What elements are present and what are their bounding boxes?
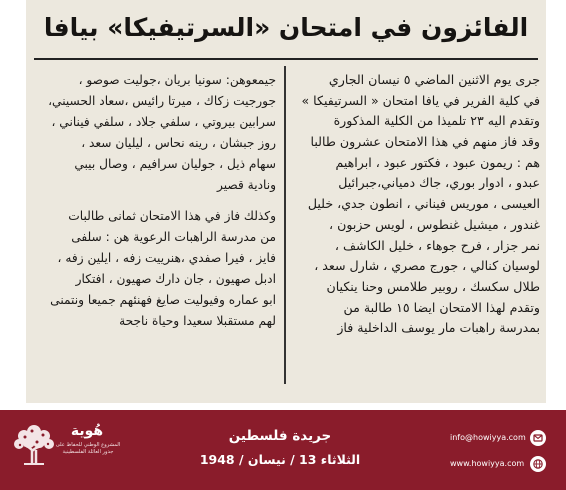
logo-wordmark: هُوية [70, 423, 104, 439]
howiyya-logo[interactable] [10, 420, 122, 482]
globe-icon [530, 456, 546, 472]
text-line: ادبل صهيون ، جان دارك صهيون ، افتكار [75, 272, 276, 286]
text-line: وكذلك فاز في هذا الامتحان ثمانى طالبات [68, 209, 276, 223]
text-line: ونادية قصير [216, 178, 276, 192]
text-line: لهم مستقبلا سعيدا وحياة ناجحة [119, 314, 276, 328]
footer-banner [0, 410, 566, 490]
logo-tagline: المشروع الوطني للحفاظ على جذور العائلة الفلسطينية [55, 442, 121, 455]
text-line: عبدو ، ادوار بوري، جاك دمياني،جبرائيل [338, 175, 540, 191]
column-divider [284, 66, 286, 384]
paragraph-gap [36, 196, 276, 206]
newspaper-clipping [26, 0, 546, 403]
envelope-icon [530, 430, 546, 446]
text-line: جورجيت زكاك ، ميرتا رائيس ،سعاد الحسيني، [48, 94, 276, 108]
article-column-left [36, 70, 276, 332]
text-line: هم : ريمون عبود ، فكتور عبود ، ابراهيم [335, 154, 540, 170]
text-line: العيسى ، موريس فيناني ، انطون جدي، خليل [307, 196, 540, 212]
text-line: طلال سكسك ، روبير طلامس وحنا ينكيان [326, 278, 540, 294]
article-headline: الفائزون في امتحان «السرتيفيكا» بيافا [43, 13, 529, 42]
text-line: فايز ، فيرا صفدي ،هنرييت زفه ، ايلين زفه ، [57, 251, 276, 265]
publication-date: الثلاثاء 13 / نيسان / 1948 [199, 452, 361, 467]
headline-rule [34, 58, 538, 60]
email-contact[interactable] [436, 428, 560, 448]
text-line: من مدرسة الراهبات الرعوية هن : سلفى [71, 230, 276, 244]
text-line: ابو عماره وفيوليت صايغ فهنئهم جميعا ونتمنى [50, 293, 276, 307]
article-column-right [294, 70, 540, 339]
website-link[interactable]: www.howiyya.com [450, 459, 525, 468]
text-line: وتقدم اليه ٢٣ تلميذا من الكلية المذكورة [333, 113, 540, 129]
text-line: روز جبشان ، رينه نحاس ، ليليان سعد ، [81, 136, 276, 150]
newspaper-name: جريدة فلسطين [228, 428, 332, 444]
text-line: وقد فاز منهم في هذا الامتحان عشرون طالبا [310, 134, 540, 150]
email-link[interactable]: info@howiyya.com [450, 433, 526, 442]
source-info [180, 426, 380, 471]
text-line: وتقدم لهذا الامتحان ايضا ١٥ طالبة من [343, 299, 540, 315]
text-line: لوسيان كنالي ، جورج مصري ، شارل سعد ، [314, 258, 540, 274]
website-contact[interactable] [436, 454, 560, 474]
text-line: بمدرسة راهبات مار يوسف الداخلية فاز [337, 320, 540, 336]
text-line: سهام ذيل ، جوليان سرافيم ، وصال بيبي [74, 157, 276, 171]
text-line: غندور ، ميشيل غنطوس ، لويس حزبون ، [329, 216, 540, 232]
text-line: نمر جزار ، فرح جوهاء ، خليل الكاشف ، [334, 237, 540, 253]
text-line: جيمعوهن: سونيا بريان ،جوليت صوصو ، [78, 73, 276, 87]
tree-icon [10, 420, 58, 468]
text-line: جرى يوم الاثنين الماضي ٥ نيسان الجاري [328, 72, 540, 87]
text-line: سرابين بيروتي ، سلفي جلاد ، سلفي فيناني ، [51, 115, 276, 129]
text-line: في كلية الفرير في يافا امتحان « السرتيفيكا » [301, 92, 540, 108]
